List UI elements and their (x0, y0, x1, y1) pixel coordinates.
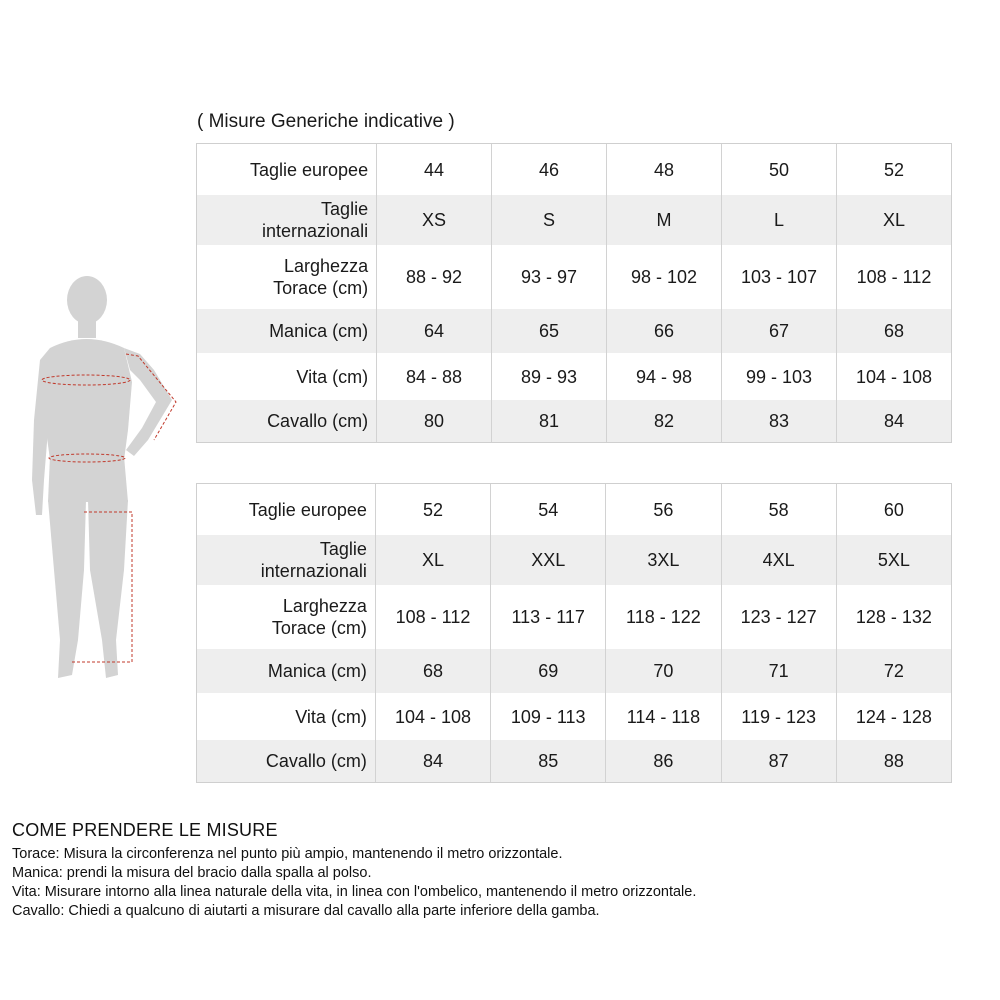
measuring-instructions (12, 820, 992, 921)
table-cell: 103 - 107 (721, 245, 836, 309)
table-cell: 4XL (721, 535, 836, 585)
row-label: Vita (cm) (296, 366, 369, 387)
table-cell: 83 (721, 400, 836, 442)
body-silhouette-figure (20, 270, 200, 700)
table1-row-waist (197, 353, 951, 400)
table-cell: S (491, 195, 606, 245)
table-cell: 54 (490, 484, 605, 535)
table-cell: 67 (721, 309, 836, 353)
table-cell: 65 (491, 309, 606, 353)
table1-row-intl-sizes (197, 195, 951, 245)
table-cell: 124 - 128 (836, 693, 951, 740)
table-cell: 88 (836, 740, 951, 782)
table-cell: 44 (376, 144, 491, 195)
table-cell: 88 - 92 (376, 245, 491, 309)
table2-row-chest (197, 585, 951, 649)
table-cell: 71 (721, 649, 836, 693)
table-cell: 113 - 117 (490, 585, 605, 649)
table-cell: XL (375, 535, 490, 585)
table-cell: 84 (375, 740, 490, 782)
table-cell: 98 - 102 (606, 245, 721, 309)
table-cell: 70 (605, 649, 720, 693)
figure-left-leg (48, 500, 86, 678)
table-cell: 56 (605, 484, 720, 535)
table1-row-eu-sizes (197, 144, 951, 195)
table-cell: 119 - 123 (721, 693, 836, 740)
table-cell: L (721, 195, 836, 245)
table2-row-inseam (197, 740, 951, 782)
table-cell: 89 - 93 (491, 353, 606, 400)
table1-row-chest (197, 245, 951, 309)
table-cell: 48 (606, 144, 721, 195)
instruction-inseam: Cavallo: Chiedi a qualcuno di aiutarti a misurare dal cavallo alla parte inferiore della gamba. (12, 903, 600, 919)
table-cell: 109 - 113 (490, 693, 605, 740)
row-label: Vita (cm) (295, 706, 367, 727)
table-cell: 81 (491, 400, 606, 442)
size-table-1 (196, 143, 952, 443)
table-cell: 58 (721, 484, 836, 535)
figure-neck (78, 320, 96, 338)
figure-right-leg (88, 500, 128, 678)
table2-row-intl-sizes (197, 535, 951, 585)
table-cell: 69 (490, 649, 605, 693)
table-cell: 118 - 122 (605, 585, 720, 649)
row-label: Larghezza Torace (cm) (271, 596, 367, 638)
row-label: Taglie europee (249, 159, 369, 180)
table-cell: 3XL (605, 535, 720, 585)
table-cell: XL (836, 195, 951, 245)
table-cell: 85 (490, 740, 605, 782)
row-label: Taglie internazionali (197, 195, 376, 245)
table-cell: M (606, 195, 721, 245)
table-cell: 108 - 112 (836, 245, 951, 309)
table-cell: 84 (836, 400, 951, 442)
table2-row-eu-sizes (197, 484, 951, 535)
figure-torso (42, 339, 132, 460)
row-label: Taglie internazionali (197, 535, 375, 585)
table2-row-waist (197, 693, 951, 740)
size-table-2 (196, 483, 952, 783)
table-cell: 52 (375, 484, 490, 535)
table-cell: 93 - 97 (491, 245, 606, 309)
table-cell: 86 (605, 740, 720, 782)
table-cell: 68 (836, 309, 951, 353)
row-label: Manica (cm) (197, 309, 376, 353)
table-cell: 104 - 108 (375, 693, 490, 740)
table-cell: 114 - 118 (605, 693, 720, 740)
table-cell: 52 (836, 144, 951, 195)
table1-row-inseam (197, 400, 951, 442)
table-cell: XS (376, 195, 491, 245)
instruction-sleeve: Manica: prendi la misura del bracio dalla spalla al polso. (12, 865, 372, 881)
table-cell: XXL (490, 535, 605, 585)
table-cell: 128 - 132 (836, 585, 951, 649)
figure-head (67, 276, 107, 324)
table-cell: 108 - 112 (375, 585, 490, 649)
table-cell: 68 (375, 649, 490, 693)
table-cell: 72 (836, 649, 951, 693)
row-label: Cavallo (cm) (197, 740, 375, 782)
instruction-chest: Torace: Misura la circonferenza nel punto più ampio, mantenendo il metro orizzontale. (12, 846, 563, 862)
table-cell: 104 - 108 (836, 353, 951, 400)
figure-hips (48, 456, 128, 502)
table-cell: 84 - 88 (376, 353, 491, 400)
table-cell: 50 (721, 144, 836, 195)
row-label: Cavallo (cm) (197, 400, 376, 442)
instruction-waist: Vita: Misurare intorno alla linea naturale della vita, in linea con l'ombelico, mantenendo il metro orizzontale. (12, 884, 697, 900)
table1-row-sleeve (197, 309, 951, 353)
row-label: Taglie europee (248, 499, 367, 520)
row-label: Manica (cm) (197, 649, 375, 693)
table-cell: 87 (721, 740, 836, 782)
table-cell: 5XL (836, 535, 951, 585)
table2-row-sleeve (197, 649, 951, 693)
table-cell: 82 (606, 400, 721, 442)
table-cell: 60 (836, 484, 951, 535)
table-cell: 66 (606, 309, 721, 353)
table-cell: 99 - 103 (721, 353, 836, 400)
table-cell: 94 - 98 (606, 353, 721, 400)
table-cell: 80 (376, 400, 491, 442)
instructions-title: COME PRENDERE LE MISURE (12, 820, 278, 840)
row-label: Larghezza Torace (cm) (273, 256, 369, 298)
table-cell: 123 - 127 (721, 585, 836, 649)
table-cell: 46 (491, 144, 606, 195)
table-cell: 64 (376, 309, 491, 353)
figure-right-arm (124, 348, 172, 456)
size-chart-subtitle: ( Misure Generiche indicative ) (197, 111, 455, 132)
